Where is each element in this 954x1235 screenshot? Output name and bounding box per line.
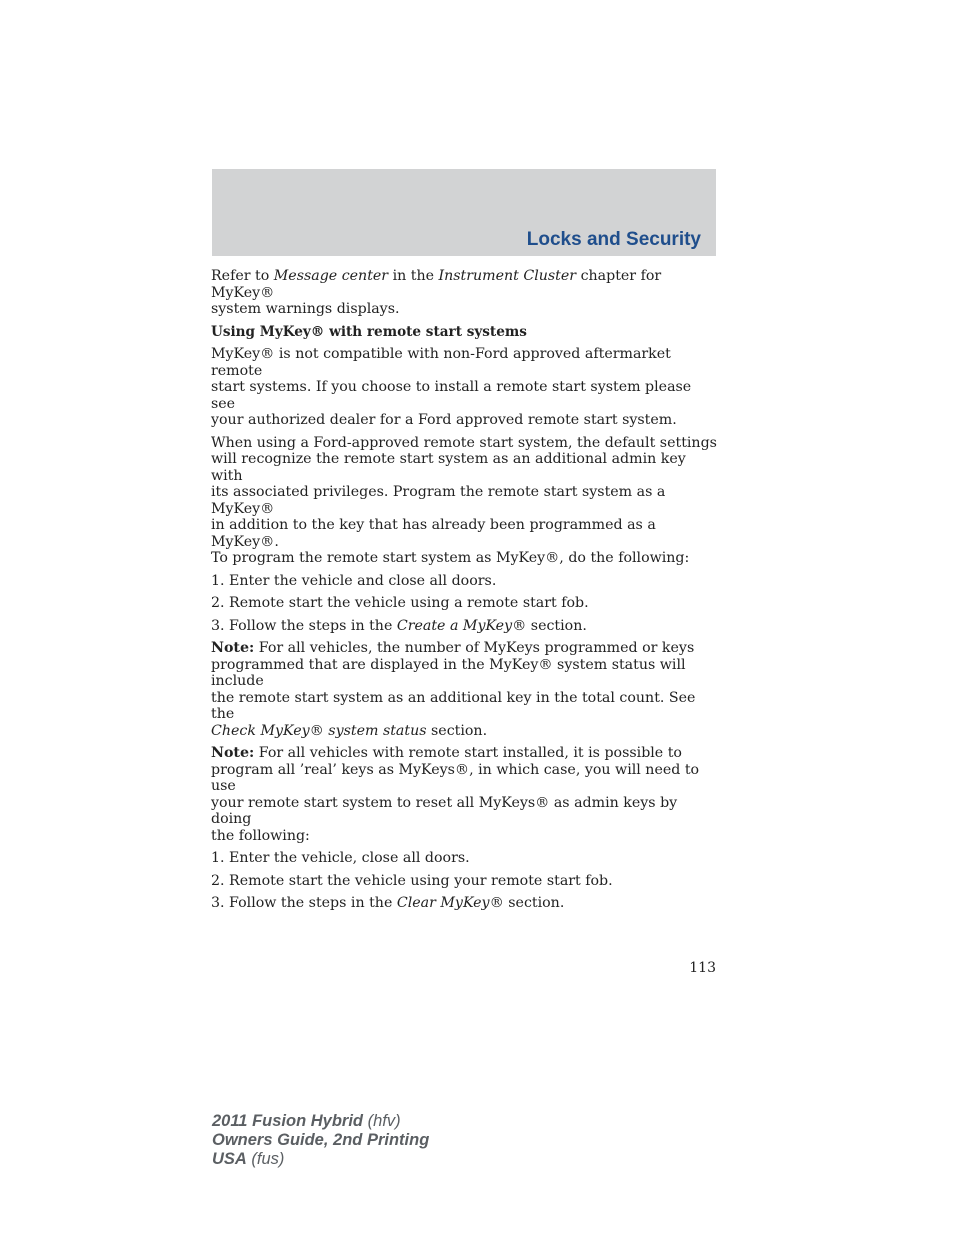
remote-start-paragraph <box>211 435 717 567</box>
footer-line-3 <box>212 1150 429 1169</box>
note-2-label: Note: <box>211 745 255 761</box>
para2-line-5: To program the remote start system as MyKey®, do the following: <box>211 550 690 566</box>
step-2: 2. Remote start the vehicle using a remote start fob. <box>211 595 589 611</box>
intro-paragraph <box>211 268 717 318</box>
message-center-reference: Message center <box>273 268 389 284</box>
note-2 <box>211 745 717 844</box>
clear-mykey-reference: Clear MyKey <box>396 895 490 911</box>
reset-step-3 <box>211 895 717 912</box>
footer-line-2 <box>212 1131 429 1150</box>
note-1-line-3: the remote start system as an additional key in the total count. See the <box>211 689 696 722</box>
note-2-line-4: the following: <box>211 827 310 844</box>
para2-line-3: its associated privileges. Program the remote start system as a MyKey® <box>211 484 666 517</box>
note-2-line-3: your remote start system to reset all MyKeys® as admin keys by doing <box>211 794 678 827</box>
footer-market: USA <box>212 1150 247 1168</box>
page-body <box>211 268 717 918</box>
page-number: 113 <box>689 960 716 976</box>
footer-model-code: (hfv) <box>362 1112 401 1130</box>
intro-text-2: in the <box>388 268 439 284</box>
intro-text-1: Refer to <box>211 268 274 284</box>
footer-printing: Owners Guide, 2nd Printing <box>212 1131 430 1149</box>
note-1-label: Note: <box>211 640 255 656</box>
note-2-line-2: program all ’real’ keys as MyKeys®, in which case, you will need to use <box>211 761 700 794</box>
para1-line-1: MyKey® is not compatible with non-Ford approved aftermarket remote <box>211 346 671 379</box>
compatibility-paragraph <box>211 346 717 429</box>
reset-step-3-suffix: ® section. <box>489 895 565 911</box>
step-3-suffix: ® section. <box>512 617 587 634</box>
para2-line-2: will recognize the remote start system as an additional admin key with <box>211 451 686 484</box>
step-3 <box>211 618 717 635</box>
step-1: 1. Enter the vehicle and close all doors. <box>211 572 497 589</box>
para2-line-1: When using a Ford-approved remote start system, the default settings <box>211 434 717 451</box>
section-title: Locks and Security <box>526 229 701 250</box>
reset-step-1: 1. Enter the vehicle, close all doors. <box>211 850 470 866</box>
para1-line-3: your authorized dealer for a Ford approved remote start system. <box>211 412 677 428</box>
note-1-line-2: programmed that are displayed in the MyKey® system status will include <box>211 656 686 689</box>
note-1 <box>211 640 717 739</box>
para2-line-4: in addition to the key that has already been programmed as a MyKey®. <box>211 517 656 550</box>
reset-step-2: 2. Remote start the vehicle using your remote start fob. <box>211 872 613 889</box>
instrument-cluster-reference: Instrument Cluster <box>438 268 577 284</box>
note-1-line-4-suffix: section. <box>426 722 488 739</box>
check-mykey-reference: Check MyKey® system status <box>211 722 427 739</box>
intro-text-3: chapter for MyKey® <box>211 268 662 301</box>
step-3-prefix: 3. Follow the steps in the <box>211 617 397 634</box>
para1-line-2: start systems. If you choose to install a remote start system please see <box>211 379 692 412</box>
footer-edition-info <box>212 1112 429 1169</box>
footer-model: 2011 Fusion Hybrid <box>212 1112 363 1130</box>
subheading: Using MyKey® with remote start systems <box>211 323 527 340</box>
note-1-line-1: For all vehicles, the number of MyKeys programmed or keys <box>254 640 695 656</box>
note-2-line-1: For all vehicles with remote start installed, it is possible to <box>254 745 682 761</box>
create-mykey-reference: Create a MyKey <box>396 617 513 634</box>
footer-market-code: (fus) <box>246 1150 285 1168</box>
intro-text-4: system warnings displays. <box>211 301 400 317</box>
footer-line-1 <box>212 1112 429 1131</box>
section-header-band <box>212 169 716 256</box>
reset-step-3-prefix: 3. Follow the steps in the <box>211 895 397 911</box>
